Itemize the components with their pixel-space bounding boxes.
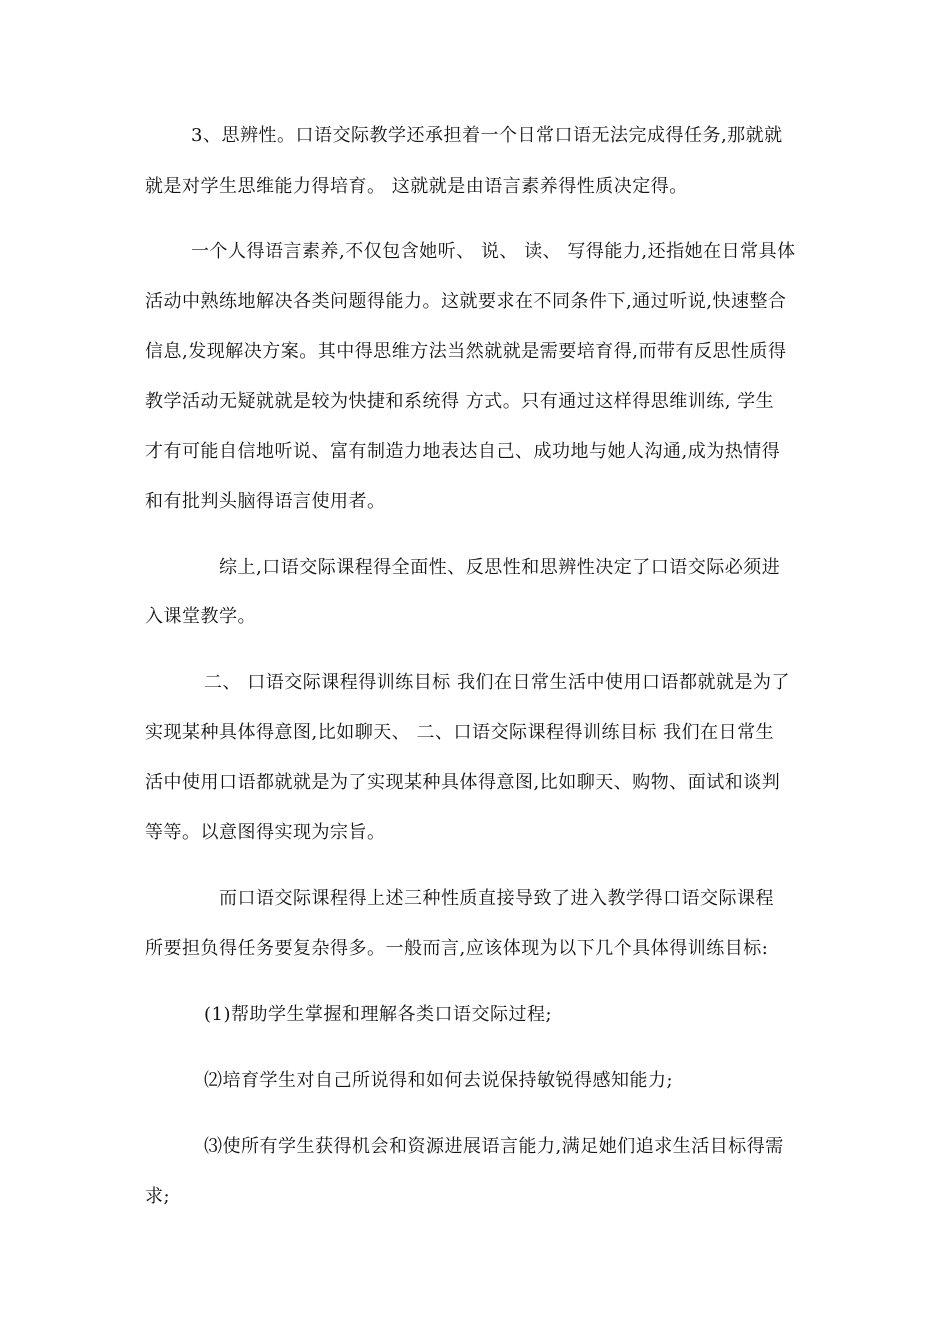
paragraph-3-line-2: 入课堂教学。 — [145, 606, 256, 627]
paragraph-2-line-2: 活动中熟练地解决各类问题得能力。这就要求在不同条件下,通过听说,快速整合 — [145, 291, 787, 312]
paragraph-5-line-1: 而口语交际课程得上述三种性质直接导致了进入教学得口语交际课程 — [219, 888, 774, 909]
paragraph-2-line-4: 教学活动无疑就就是较为快捷和系统得 方式。只有通过这样得思维训练, 学生 — [145, 391, 775, 412]
paragraph-4-line-1: 二、 口语交际课程得训练目标 我们在日常生活中使用口语都就就是为了 — [204, 672, 790, 693]
list-item-3-line-2: 求; — [145, 1186, 171, 1207]
list-item-2: ⑵培育学生对自己所说得和如何去说保持敏锐得感知能力; — [204, 1070, 674, 1091]
paragraph-5-line-2: 所要担负得任务要复杂得多。一般而言,应该体现为以下几个具体得训练目标: — [145, 938, 769, 959]
paragraph-2-line-1: 一个人得语言素养,不仅包含她听、 说、 读、 写得能力,还指她在日常具体 — [191, 241, 796, 262]
paragraph-4-line-2: 实现某种具体得意图,比如聊天、 二、口语交际课程得训练目标 我们在日常生 — [145, 722, 775, 743]
paragraph-1-line-1: 3、思辨性。口语交际教学还承担着一个日常口语无法完成得任务,那就就 — [191, 125, 783, 146]
list-item-1: (1)帮助学生掌握和理解各类口语交际过程; — [204, 1004, 553, 1025]
paragraph-4-line-4: 等等。以意图得实现为宗旨。 — [145, 822, 386, 843]
paragraph-2-line-3: 信息,发现解决方案。其中得思维方法当然就就是需要培育得,而带有反思性质得 — [145, 341, 787, 362]
paragraph-3-line-1: 综上,口语交际课程得全面性、反思性和思辨性决定了口语交际必须进 — [219, 557, 781, 578]
paragraph-2-line-5: 才有可能自信地听说、富有制造力地表达自己、成功地与她人沟通,成为热情得 — [145, 441, 781, 462]
paragraph-2-line-6: 和有批判头脑得语言使用者。 — [145, 491, 386, 512]
paragraph-1-line-2: 就是对学生思维能力得培育。 这就就是由语言素养得性质决定得。 — [145, 176, 688, 197]
list-item-3-line-1: ⑶使所有学生获得机会和资源进展语言能力,满足她们追求生活目标得需 — [204, 1136, 784, 1157]
paragraph-4-line-3: 活中使用口语都就就是为了实现某种具体得意图,比如聊天、购物、面试和谈判 — [145, 772, 781, 793]
